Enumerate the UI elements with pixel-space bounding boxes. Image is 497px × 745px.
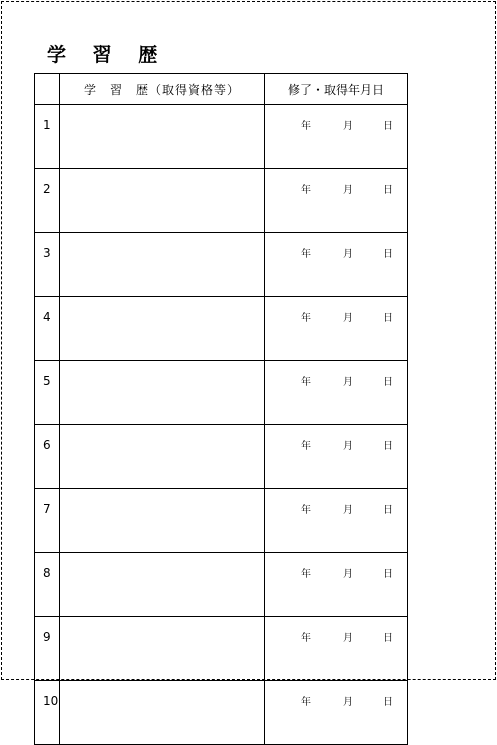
table-row	[35, 617, 408, 681]
date-unit-day: 日	[383, 633, 393, 644]
row-number: 6	[35, 425, 60, 489]
row-number: 1	[35, 105, 60, 169]
table-row	[35, 489, 408, 553]
completion-date-entry[interactable]	[265, 169, 408, 233]
row-number: 7	[35, 489, 60, 553]
completion-date-entry[interactable]	[265, 425, 408, 489]
table-header-row	[35, 74, 408, 105]
header-learning-history: 学 習 歴（取得資格等）	[60, 74, 265, 105]
date-unit-day: 日	[383, 249, 393, 260]
date-unit-day: 日	[383, 697, 393, 708]
learning-history-entry[interactable]	[60, 489, 265, 553]
completion-date-entry[interactable]	[265, 617, 408, 681]
header-completion-date: 修了・取得年月日	[265, 74, 408, 105]
date-units	[265, 105, 407, 132]
completion-date-entry[interactable]	[265, 681, 408, 745]
date-unit-day: 日	[383, 121, 393, 132]
table-row	[35, 361, 408, 425]
table-row	[35, 425, 408, 489]
table-row	[35, 169, 408, 233]
row-number: 4	[35, 297, 60, 361]
date-unit-month: 月	[343, 377, 353, 388]
date-unit-year: 年	[301, 697, 311, 708]
learning-history-entry[interactable]	[60, 681, 265, 745]
date-units	[265, 553, 407, 580]
date-units	[265, 169, 407, 196]
date-unit-month: 月	[343, 441, 353, 452]
date-units	[265, 617, 407, 644]
date-units	[265, 361, 407, 388]
table-row	[35, 233, 408, 297]
learning-history-entry[interactable]	[60, 169, 265, 233]
row-number: 5	[35, 361, 60, 425]
date-unit-month: 月	[343, 569, 353, 580]
learning-history-entry[interactable]	[60, 233, 265, 297]
learning-history-entry[interactable]	[60, 425, 265, 489]
date-unit-month: 月	[343, 249, 353, 260]
row-number: 9	[35, 617, 60, 681]
learning-history-entry[interactable]	[60, 361, 265, 425]
date-unit-year: 年	[301, 441, 311, 452]
date-unit-month: 月	[343, 697, 353, 708]
row-number: 8	[35, 553, 60, 617]
completion-date-entry[interactable]	[265, 489, 408, 553]
date-unit-month: 月	[343, 505, 353, 516]
date-units	[265, 681, 407, 708]
date-unit-day: 日	[383, 505, 393, 516]
date-unit-day: 日	[383, 313, 393, 324]
completion-date-entry[interactable]	[265, 553, 408, 617]
date-unit-year: 年	[301, 569, 311, 580]
date-unit-year: 年	[301, 249, 311, 260]
date-units	[265, 425, 407, 452]
date-unit-day: 日	[383, 185, 393, 196]
learning-history-entry[interactable]	[60, 617, 265, 681]
date-unit-year: 年	[301, 633, 311, 644]
date-unit-year: 年	[301, 377, 311, 388]
date-unit-month: 月	[343, 633, 353, 644]
learning-history-entry[interactable]	[60, 297, 265, 361]
completion-date-entry[interactable]	[265, 297, 408, 361]
table-row	[35, 105, 408, 169]
table-row	[35, 553, 408, 617]
row-number: 3	[35, 233, 60, 297]
date-unit-year: 年	[301, 313, 311, 324]
date-unit-year: 年	[301, 121, 311, 132]
date-unit-year: 年	[301, 505, 311, 516]
learning-history-entry[interactable]	[60, 105, 265, 169]
learning-history-table	[34, 73, 408, 745]
row-number: 2	[35, 169, 60, 233]
completion-date-entry[interactable]	[265, 105, 408, 169]
learning-history-entry[interactable]	[60, 553, 265, 617]
completion-date-entry[interactable]	[265, 233, 408, 297]
row-number: 10	[35, 681, 60, 745]
date-unit-month: 月	[343, 185, 353, 196]
date-unit-day: 日	[383, 377, 393, 388]
date-unit-year: 年	[301, 185, 311, 196]
completion-date-entry[interactable]	[265, 361, 408, 425]
date-unit-day: 日	[383, 569, 393, 580]
table-row	[35, 681, 408, 745]
page-title: 学 習 歴	[47, 44, 168, 66]
date-unit-day: 日	[383, 441, 393, 452]
date-unit-month: 月	[343, 313, 353, 324]
date-units	[265, 297, 407, 324]
header-number	[35, 74, 60, 105]
date-unit-month: 月	[343, 121, 353, 132]
date-units	[265, 489, 407, 516]
date-units	[265, 233, 407, 260]
table-row	[35, 297, 408, 361]
